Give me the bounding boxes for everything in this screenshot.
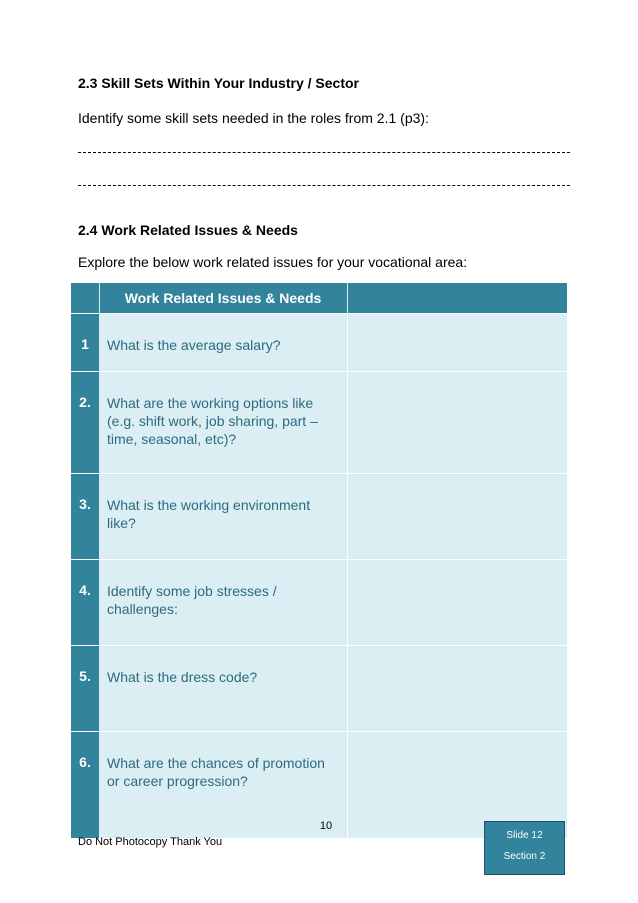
row-question: What are the chances of promotion or career progression? xyxy=(99,732,347,838)
row-question: What is the working environment like? xyxy=(99,474,347,560)
section-2-4-heading: 2.4 Work Related Issues & Needs xyxy=(78,222,298,238)
row-question: What are the working options like (e.g. shift work, job sharing, part – time, seasonal, etc)? xyxy=(99,372,347,474)
row-question: Identify some job stresses / challenges: xyxy=(99,560,347,646)
row-number: 6. xyxy=(71,732,99,838)
work-issues-table xyxy=(71,283,567,838)
answer-cell[interactable] xyxy=(347,560,567,646)
row-number: 1 xyxy=(71,314,99,372)
section-2-4-instruction: Explore the below work related issues for your vocational area: xyxy=(78,254,468,270)
answer-line-1[interactable] xyxy=(78,152,570,153)
table-row xyxy=(71,372,567,474)
section-label: Section 2 xyxy=(503,851,546,862)
row-number: 2. xyxy=(71,372,99,474)
row-number: 5. xyxy=(71,646,99,732)
table-row xyxy=(71,560,567,646)
footer-notice: Do Not Photocopy Thank You xyxy=(78,836,223,848)
table-row xyxy=(71,314,567,372)
table-header-row xyxy=(71,283,567,314)
slide-section-badge xyxy=(484,821,565,875)
answer-cell[interactable] xyxy=(347,474,567,560)
answer-line-2[interactable] xyxy=(78,185,570,186)
slide-label: Slide 12 xyxy=(506,830,543,841)
header-answer-cell xyxy=(347,283,567,314)
row-number: 4. xyxy=(71,560,99,646)
page-number: 10 xyxy=(319,820,333,832)
row-question: What is the dress code? xyxy=(99,646,347,732)
section-2-3-heading: 2.3 Skill Sets Within Your Industry / Sector xyxy=(78,75,359,91)
table-row xyxy=(71,646,567,732)
answer-cell[interactable] xyxy=(347,646,567,732)
row-number: 3. xyxy=(71,474,99,560)
table-header-title: Work Related Issues & Needs xyxy=(99,283,347,314)
answer-cell[interactable] xyxy=(347,372,567,474)
header-num-cell xyxy=(71,283,99,314)
section-2-3-instruction: Identify some skill sets needed in the roles from 2.1 (p3): xyxy=(78,110,429,126)
table-row xyxy=(71,474,567,560)
row-question: What is the average salary? xyxy=(99,314,347,372)
answer-cell[interactable] xyxy=(347,314,567,372)
